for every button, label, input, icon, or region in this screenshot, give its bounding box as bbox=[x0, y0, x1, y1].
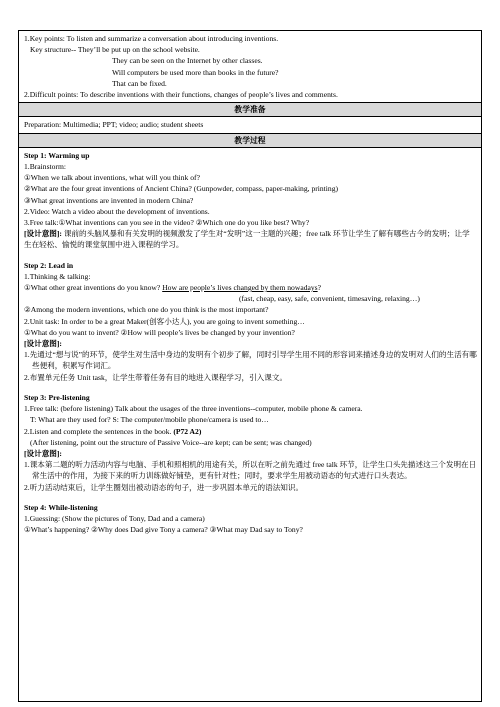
step1-design-intent bbox=[24, 228, 477, 250]
design-intent-label: [设计意图]: bbox=[24, 339, 62, 349]
structure-example-2: Will computers be used more than books in the future? bbox=[112, 67, 279, 77]
process-cell bbox=[19, 148, 481, 538]
prep-header: 教学准备 bbox=[19, 103, 481, 117]
key-structure-line: Key structure-- They’ll be put up on the school website. bbox=[30, 45, 200, 55]
step1-line: ③What great inventions are invented in modern China? bbox=[24, 195, 194, 205]
step1-line: 2.Video: Watch a video about the development of inventions. bbox=[24, 206, 210, 216]
step2-title: Step 2: Lead in bbox=[24, 260, 74, 270]
step3-intent-2: 2.听力活动结束后，让学生圈划出被动语态的句子，进一步巩固本单元的语法知识。 bbox=[24, 482, 304, 492]
step2-intent-1: 1.先通过“想与说”的环节，使学生对生活中身边的发明有个初步了解，同时引导学生用不同的形容词来描述身边的发明对人们的生活有哪些便利，积累写作词汇。 bbox=[24, 350, 477, 371]
lesson-plan-table bbox=[18, 30, 482, 702]
step3-line: 1.Free talk: (before listening) Talk about the usages of the three inventions--computer, mobile phone & camera. bbox=[24, 404, 363, 414]
step3-listen-text: 2.Listen and complete the sentences in the book. bbox=[24, 426, 174, 436]
prep-text: Preparation: Multimedia; PPT; video; audio; student sheets bbox=[24, 120, 204, 130]
step1-line: ①When we talk about inventions, what will you think of? bbox=[24, 173, 200, 183]
step3-line: T: What are they used for? S: The computer/mobile phone/camera is used to… bbox=[30, 415, 269, 425]
step2-line: 2.Unit task: In order to be a great Maker(创客小达人), you are going to invent something… bbox=[24, 316, 305, 326]
step4-line: 1.Guessing: (Show the pictures of Tony, Dad and a camera) bbox=[24, 513, 205, 523]
step4-line: ①What’s happening? ②Why does Dad give Tony a camera? ③What may Dad say to Tony? bbox=[24, 525, 303, 535]
step2-line: ②Among the modern inventions, which one do you think is the most important? bbox=[24, 305, 269, 315]
step3-line: (After listening, point out the structure of Passive Voice--are kept; can be sent; was changed) bbox=[30, 437, 312, 447]
step2-question-mark: ? bbox=[317, 283, 321, 293]
design-intent-text: 课前的头脑风暴和有关发明的视频激发了学生对“发明”这一主题的兴趣；free talk 环节让学生了解有哪些古今的发明；让学生在轻松、愉悦的课堂氛围中进入课程的学习。 bbox=[24, 229, 470, 250]
step2-line bbox=[24, 282, 477, 293]
step3-intent-1: 1.课本第二题的听力活动内容与电脑、手机和照相机的用途有关，所以在听之前先通过 free talk 环节，让学生口头先描述这三个发明在日常生活中的作用，为接下来的听力训练做好铺垫，更有针对性；同时，要求学生用被动语态的句式进行口头表达。 bbox=[24, 460, 477, 481]
step1-line: 3.Free talk:①What inventions can you see in the video? ②Which one do you like best? Why? bbox=[24, 218, 310, 228]
step1-line: 1.Brainstorm: bbox=[24, 162, 66, 172]
step1-line: ②What are the four great inventions of Ancient China? (Gunpowder, compass, paper-making, printing) bbox=[24, 184, 339, 194]
step2-adjectives: (fast, cheap, easy, safe, convenient, timesaving, relaxing…) bbox=[239, 294, 420, 304]
step2-line: 1.Thinking & talking: bbox=[24, 271, 91, 281]
structure-example-1: They can be seen on the Internet by other classes. bbox=[112, 56, 263, 66]
key-points-line: 1.Key points: To listen and summarize a conversation about introducing inventions. bbox=[24, 34, 279, 43]
step2-underlined-question: How are people’s lives changed by them nowadays bbox=[162, 283, 318, 293]
step3-title: Step 3: Pre-listening bbox=[24, 392, 90, 402]
step2-line: ①What do you want to invent? ②How will people’s lives be changed by your invention? bbox=[24, 327, 295, 337]
step2-intent-2: 2.布置单元任务 Unit task，让学生带着任务有目的地进入课程学习，引入课文。 bbox=[24, 372, 288, 382]
step1-title: Step 1: Warming up bbox=[24, 150, 90, 160]
objectives-cell bbox=[19, 31, 481, 103]
prep-cell bbox=[19, 117, 481, 133]
design-intent-label: [设计意图]: bbox=[24, 229, 62, 239]
step2-question-text: ①What other great inventions do you know? bbox=[24, 283, 163, 293]
process-header: 教学过程 bbox=[19, 134, 481, 148]
design-intent-label: [设计意图]: bbox=[24, 448, 62, 458]
structure-example-3: That can be fixed. bbox=[112, 78, 167, 88]
step4-title: Step 4: While-listening bbox=[24, 502, 98, 512]
step3-line bbox=[24, 426, 477, 437]
difficult-points-line: 2.Difficult points: To describe inventions with their functions, changes of people’s lives and comments. bbox=[24, 90, 338, 100]
step3-page-ref: (P72 A2) bbox=[173, 426, 202, 436]
